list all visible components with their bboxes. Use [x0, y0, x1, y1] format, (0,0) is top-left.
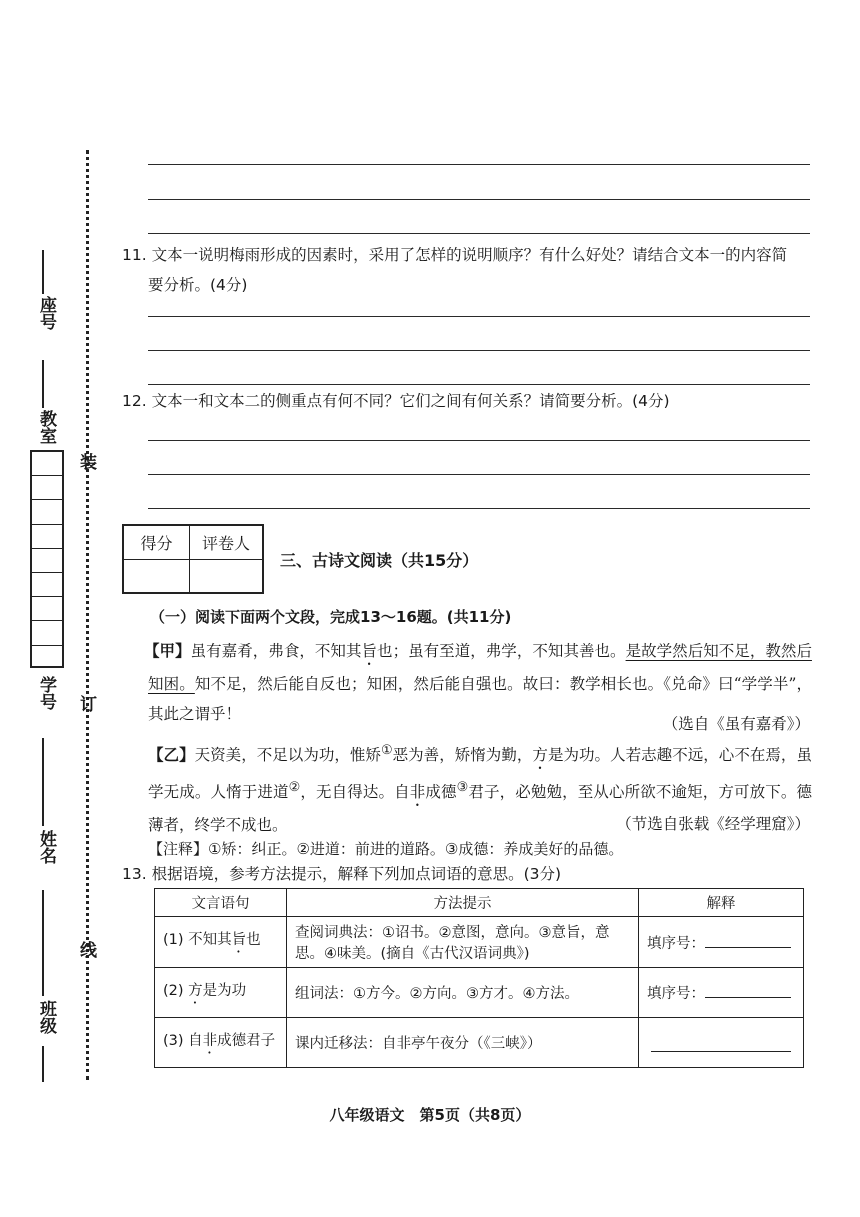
passage-a-tag: 【甲】	[144, 642, 191, 660]
phrase-cell: (3) 自非成德君子	[155, 1018, 287, 1068]
table-header-row	[155, 889, 804, 917]
answer-cell[interactable]	[639, 968, 804, 1018]
answer-label: 填序号：	[647, 935, 705, 952]
answer-line[interactable]	[148, 508, 810, 509]
question-11-line2: 要分析。(4分)	[148, 276, 248, 294]
passage-b-tag: 【乙】	[148, 746, 195, 765]
phrase-cell: (1) 不知其旨也	[155, 917, 287, 968]
section-subtitle: （一）阅读下面两个文段，完成13～16题。(共11分)	[150, 608, 512, 626]
student-id-box[interactable]	[30, 450, 64, 668]
passage-a-text: 也；虽有至道，弗学，不知其善也。	[377, 642, 626, 660]
passage-b-text: 恶为善，矫惰为勤，	[392, 746, 533, 765]
answer-line[interactable]	[148, 350, 810, 351]
section-title: 三、古诗文阅读（共15分）	[280, 551, 479, 570]
dotted-word: 方	[532, 746, 548, 765]
answer-cell[interactable]	[639, 1018, 804, 1068]
class-rule	[42, 890, 44, 996]
answer-label: 填序号：	[647, 986, 705, 1002]
passage-b-text: 是为功。人若志趣不远，心不在焉，虽学无成。人惰于进道	[148, 746, 812, 802]
header-hint: 方法提示	[287, 889, 639, 917]
seat-rule	[42, 250, 44, 294]
id-label: 学号	[36, 676, 56, 710]
room-label: 教室	[36, 410, 56, 444]
bind-char-zhuang: 装	[80, 453, 97, 473]
passage-b-text: 君子，必勉勉，至从心所欲不逾矩，方可放下。德薄者，终学不成也。	[148, 783, 812, 835]
method-table	[154, 888, 804, 1068]
room-rule	[42, 360, 44, 408]
passage-a-text: 虽有嘉肴，弗食，不知其	[190, 642, 362, 660]
passage-b-text: ，无自得达。自	[300, 783, 410, 802]
answer-line[interactable]	[148, 316, 810, 317]
name-label: 姓名	[36, 830, 56, 864]
hint-cell: 组词法：①方今。②方向。③方才。④方法。	[287, 968, 639, 1018]
phrase-cell: (2) 方是为功	[155, 968, 287, 1018]
passage-b-text: 天资美，不足以为功，惟矫	[194, 746, 381, 765]
answer-blank[interactable]	[705, 984, 791, 998]
passage-a-source: （选自《虽有嘉肴》）	[662, 715, 810, 733]
passage-b-source: （节选自张载《经学理窟》）	[616, 815, 810, 833]
question-12: 12. 文本一和文本二的侧重点有何不同？它们之间有何关系？请简要分析。(4分)	[122, 392, 670, 410]
note-marker: ①	[381, 743, 393, 758]
score-box	[122, 524, 264, 594]
page-footer: 八年级语文 第5页（共8页）	[329, 1106, 531, 1124]
answer-blank[interactable]	[651, 1051, 791, 1052]
passage-b-text: 成德	[425, 783, 457, 802]
table-row	[155, 968, 804, 1018]
bind-char-ding: 订	[80, 695, 97, 715]
score-cell[interactable]	[124, 560, 190, 592]
underlined-sentence: 是故学然后知不足，教然后知困。	[148, 642, 812, 693]
question-11-line1: 11. 文本一说明梅雨形成的因素时，采用了怎样的说明顺序？有什么好处？请结合文本一的内容简	[122, 246, 788, 264]
answer-line[interactable]	[148, 440, 810, 441]
grader-cell[interactable]	[190, 560, 262, 592]
seat-label: 座号	[36, 296, 56, 330]
table-row	[155, 1018, 804, 1068]
answer-cell[interactable]	[639, 917, 804, 968]
class-rule-lower	[42, 1046, 44, 1082]
answer-line[interactable]	[148, 199, 810, 200]
header-answer: 解释	[639, 889, 804, 917]
name-rule	[42, 738, 44, 826]
dotted-word: 旨	[361, 642, 378, 660]
note-marker: ②	[288, 780, 301, 796]
header-phrase: 文言语句	[155, 889, 287, 917]
answer-line[interactable]	[148, 233, 810, 234]
annotations: 【注释】①矫：纠正。②进道：前进的道路。③成德：养成美好的品德。	[148, 840, 624, 858]
answer-line[interactable]	[148, 164, 810, 165]
table-row	[155, 917, 804, 968]
answer-blank[interactable]	[705, 934, 791, 948]
score-label: 得分	[124, 526, 190, 560]
hint-cell: 课内迁移法：自非亭午夜分（《三峡》）	[287, 1018, 639, 1068]
answer-line[interactable]	[148, 474, 810, 475]
hint-cell: 查阅词典法：①诏书。②意图，意向。③意旨，意思。④味美。(摘自《古代汉语词典》)	[287, 917, 639, 968]
dotted-word: 非	[409, 783, 426, 802]
passage-a-text: 知不足，然后能自反也；知困，然后能自强也。故曰：教学相长也。《兑命》曰“学学半”，其此之谓乎！	[148, 675, 812, 723]
note-marker: ③	[456, 780, 469, 796]
class-label: 班级	[36, 1000, 56, 1034]
bind-char-xian: 线	[80, 941, 97, 961]
question-11	[122, 240, 812, 300]
question-13: 13. 根据语境，参考方法提示，解释下列加点词语的意思。(3分)	[122, 865, 562, 883]
answer-line[interactable]	[148, 384, 810, 385]
grader-label: 评卷人	[190, 526, 262, 560]
